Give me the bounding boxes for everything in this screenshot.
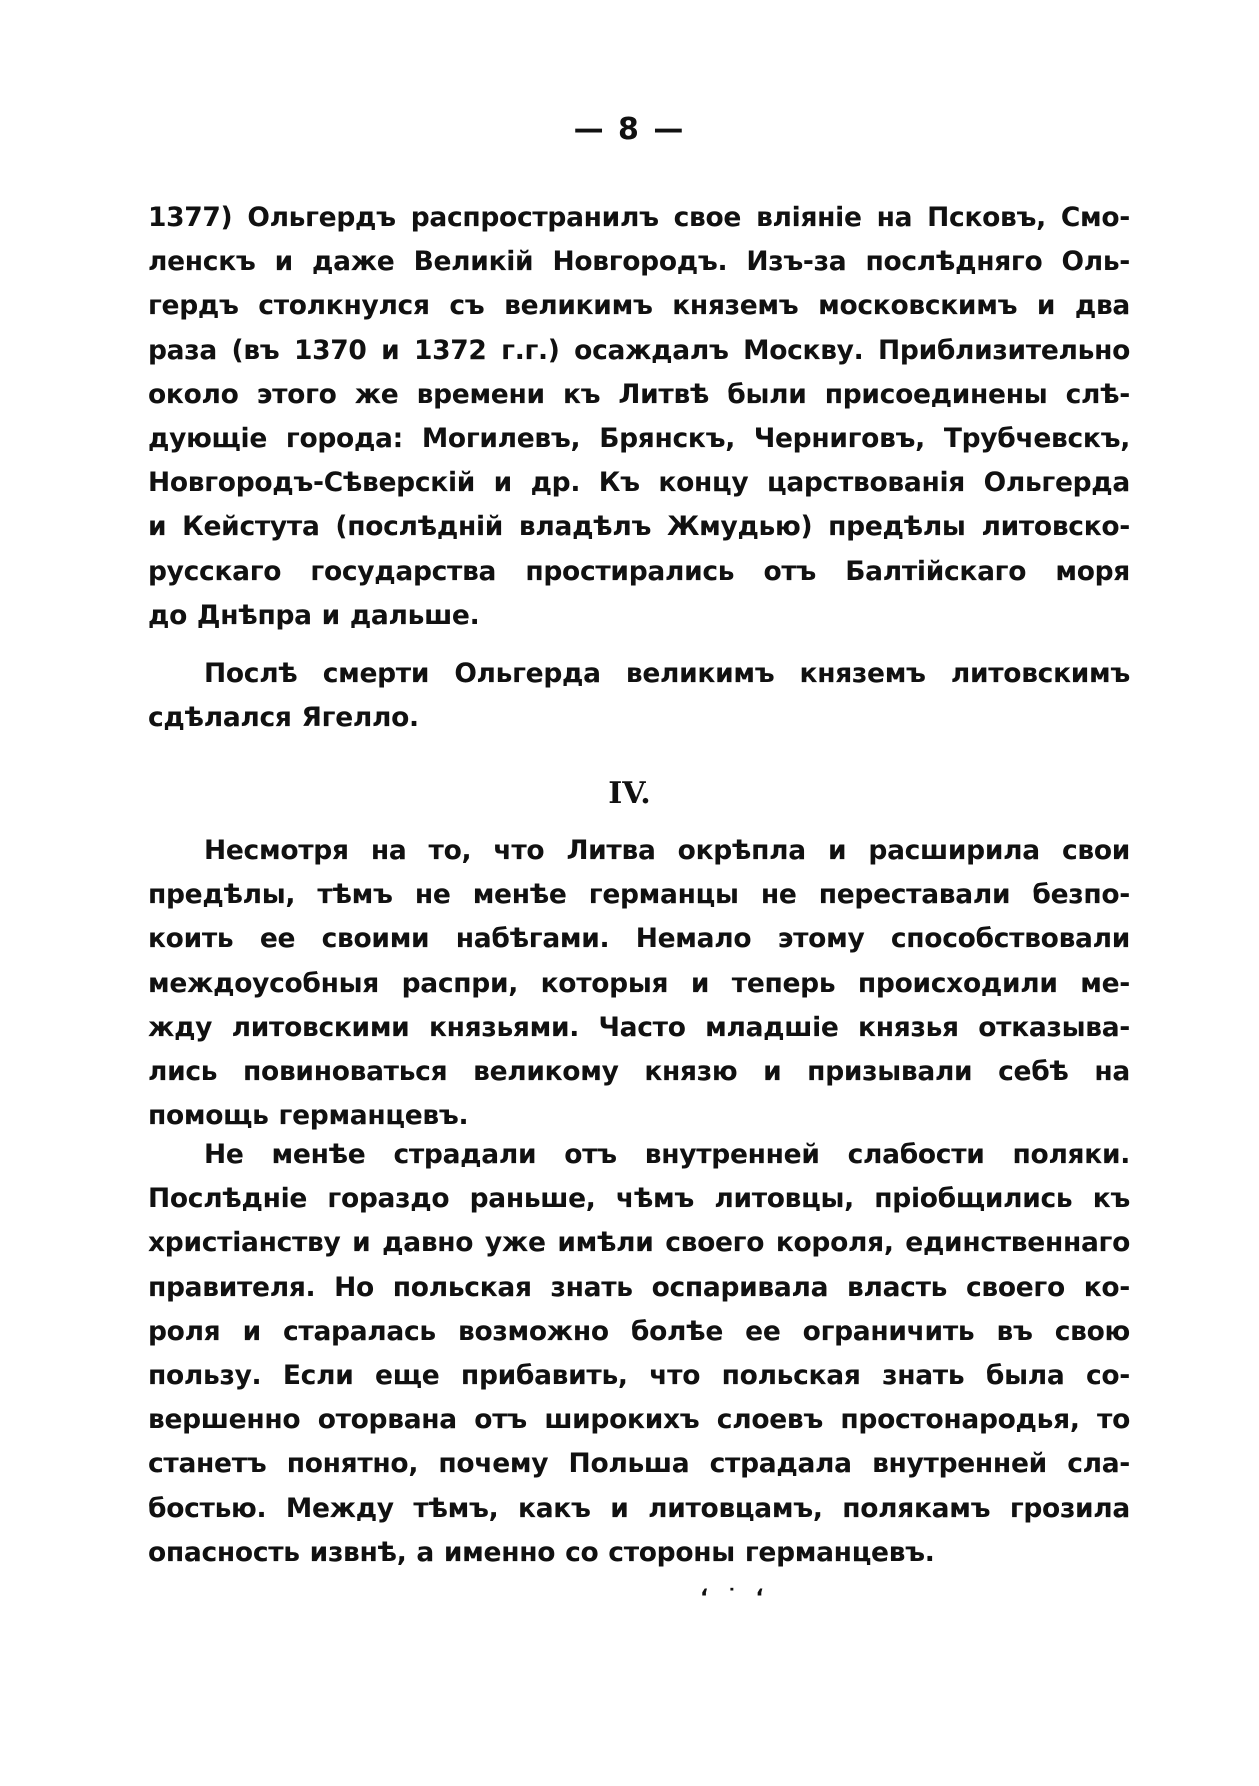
paragraph-olgerd-expansion <box>148 196 1130 638</box>
paragraph-jagiello <box>148 652 1130 740</box>
text-line: до Днѣпра и дальше. <box>148 599 480 631</box>
text-line: сдѣлался Ягелло. <box>148 702 419 734</box>
text-line: раза (въ 1370 и 1372 г.г.) осаждалъ Москву. Приблизительно <box>148 334 1130 366</box>
text-line: около этого же времени къ Литвѣ были присоединены слѣ- <box>148 378 1130 410</box>
text-line: помощь германцевъ. <box>148 1100 469 1132</box>
text-line: пользу. Если еще прибавить, что польская знать была со- <box>148 1359 1130 1391</box>
text-line: русскаго государства простирались отъ Балтійскаго моря <box>148 555 1130 587</box>
paragraph-poles-weakness <box>148 1133 1130 1575</box>
text-line: вершенно оторвана отъ широкихъ слоевъ простонародья, то <box>148 1404 1130 1436</box>
text-line: коить ее своими набѣгами. Немало этому способствовали <box>148 923 1130 955</box>
text-line: дующіе города: Могилевъ, Брянскъ, Черниговъ, Трубчевскъ, <box>148 422 1130 454</box>
text-line: бостью. Между тѣмъ, какъ и литовцамъ, полякамъ грозила <box>148 1492 1130 1524</box>
text-line: гердъ столкнулся съ великимъ княземъ московскимъ и два <box>148 290 1130 322</box>
paragraph-germans-raids <box>148 829 1130 1138</box>
page-number: — 8 — <box>573 112 686 147</box>
text-line: Послѣ смерти Ольгерда великимъ княземъ литовскимъ <box>204 658 1130 689</box>
text-line: 1377) Ольгердъ распространилъ свое вліяніе на Псковъ, Смо- <box>148 202 1130 233</box>
text-line: Несмотря на то, что Литва окрѣпла и расширила свои <box>204 835 1130 866</box>
text-line: и Кейстута (послѣдній владѣлъ Жмудью) предѣлы литовско- <box>148 511 1130 543</box>
text-line: роля и старалась возможно болѣе ее ограничить въ свою <box>148 1315 1130 1347</box>
text-line: Послѣдніе гораздо раньше, чѣмъ литовцы, пріобщились къ <box>148 1183 1130 1215</box>
text-line: опасность извнѣ, а именно со стороны германцевъ. <box>148 1536 935 1568</box>
text-line: междоусобныя распри, которыя и теперь происходили ме- <box>148 967 1130 999</box>
text-line: лись повиноваться великому князю и призывали себѣ на <box>148 1055 1130 1087</box>
text-line: станетъ понятно, почему Польша страдала внутренней сла- <box>148 1448 1130 1480</box>
text-line: жду литовскими князьями. Часто младшіе князья отказыва- <box>148 1011 1130 1043</box>
text-line: предѣлы, тѣмъ не менѣе германцы не переставали безпо- <box>148 879 1130 911</box>
text-line: христіанству и давно уже имѣли своего короля, единственнаго <box>148 1227 1130 1259</box>
text-line: ленскъ и даже Великій Новгородъ. Изъ-за послѣдняго Оль- <box>148 246 1130 278</box>
text-line: правителя. Но польская знать оспаривала власть своего ко- <box>148 1271 1130 1303</box>
text-line: Не менѣе страдали отъ внутренней слабости поляки. <box>204 1139 1130 1170</box>
text-line: Новгородъ-Сѣверскій и др. Къ концу царствованія Ольгерда <box>148 467 1130 499</box>
section-heading: IV. <box>608 776 651 811</box>
print-specks-decoration: ‘˙‘ <box>700 1586 782 1611</box>
